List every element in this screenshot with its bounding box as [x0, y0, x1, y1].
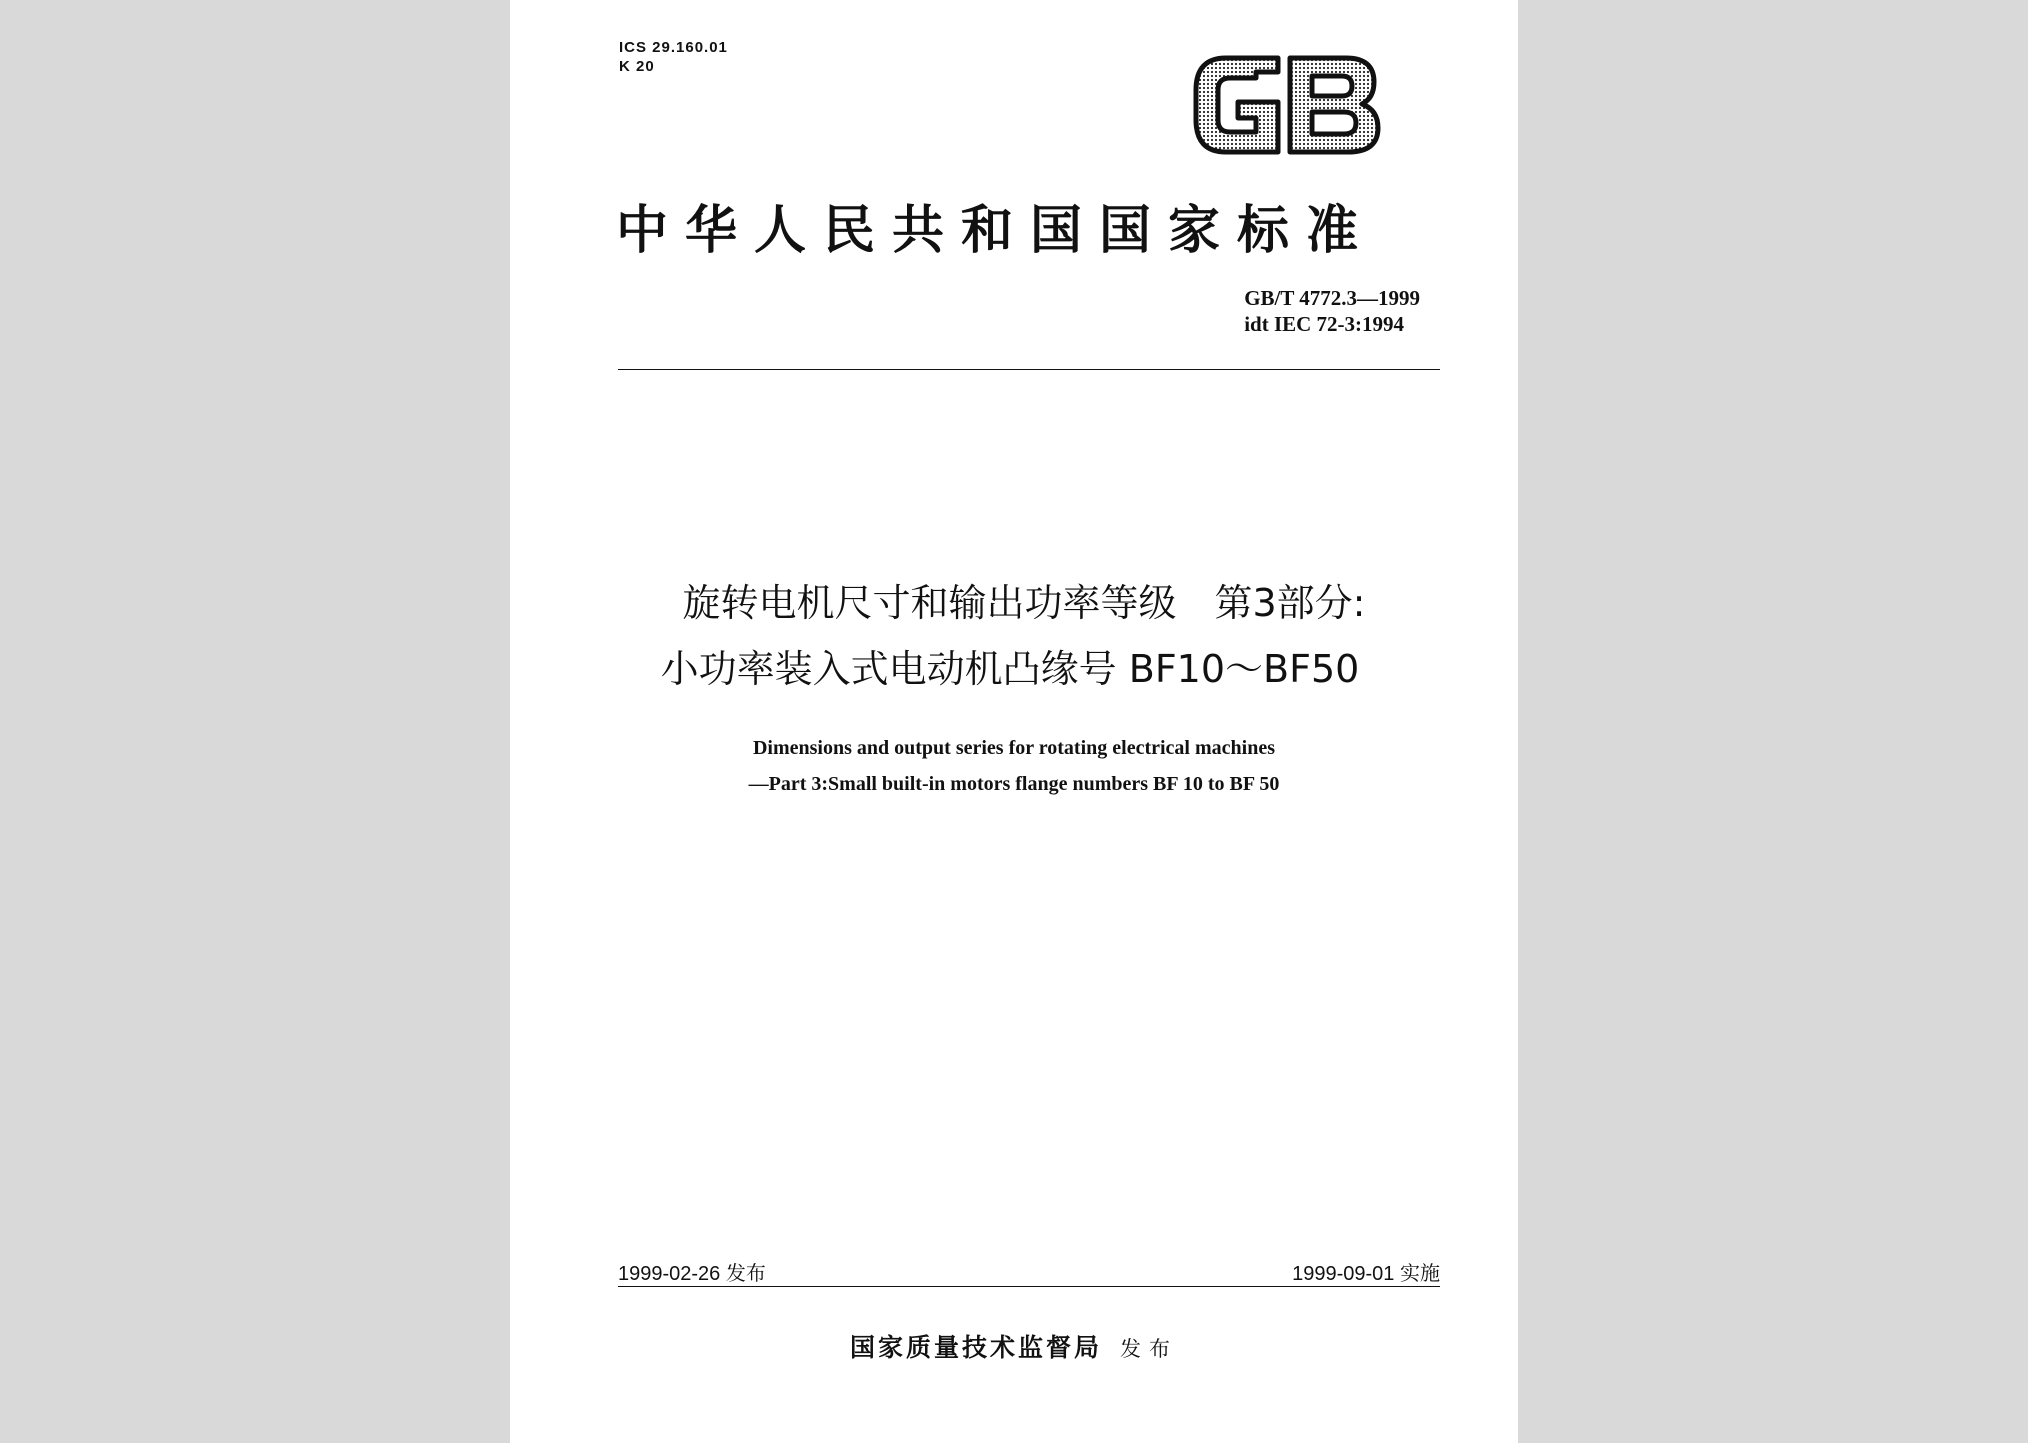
issuing-authority: [510, 1328, 1518, 1364]
issuer-suffix: 发布: [1120, 1337, 1178, 1361]
english-title-line-1: Dimensions and output series for rotating electrical machines: [752, 737, 1275, 759]
english-title: [510, 730, 1518, 802]
issue-date: 1999-02-26 发布: [618, 1263, 766, 1285]
chinese-title: [510, 570, 1518, 702]
effective-date: 1999-09-01 实施: [1292, 1263, 1440, 1285]
chinese-title-line-2: 小功率装入式电动机凸缘号 BF10～BF50: [660, 647, 1360, 691]
gb-logo: [1186, 50, 1386, 160]
english-title-line-2: —Part 3:Small built-in motors flange numbers BF 10 to BF 50: [748, 773, 1280, 795]
ccs-code: K 20: [619, 58, 655, 75]
chinese-title-line-1: 旋转电机尺寸和输出功率等级 第3部分:: [682, 581, 1366, 625]
document-page: [510, 0, 1518, 1443]
national-standard-title: 中华人民共和国国家标准: [616, 200, 1376, 261]
classification-codes: [619, 38, 728, 76]
issuer-name: 国家质量技术监督局: [849, 1333, 1102, 1362]
top-divider: [618, 369, 1440, 370]
standard-number-block: [1244, 285, 1420, 337]
ics-code: ICS 29.160.01: [619, 39, 728, 56]
equivalence-note: idt IEC 72-3:1994: [1244, 312, 1405, 336]
bottom-divider: [618, 1286, 1440, 1287]
standard-number: GB/T 4772.3—1999: [1244, 286, 1420, 310]
